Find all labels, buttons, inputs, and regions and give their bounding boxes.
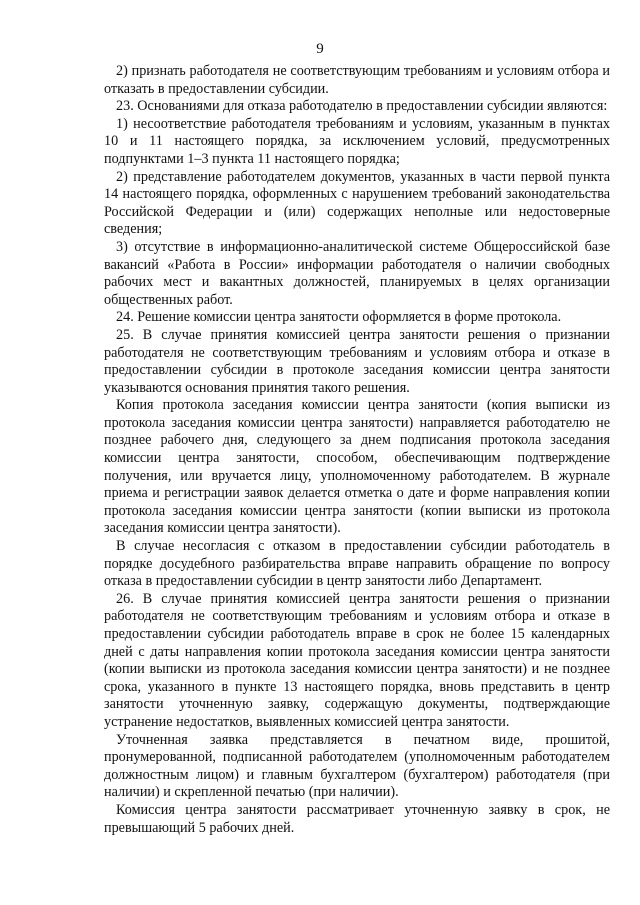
page-number: 9 — [316, 41, 324, 57]
paragraph: 26. В случае принятия комиссией центра занятости решения о признании работодателя не соответствующим требованиям и условиям отбора и отказе в предоставлении субсидии работодатель вправе в срок не более 15 календарных дней с даты направления копии протокола заседания комиссии центра занятости (копии выписки из протокола заседания комиссии центра занятости) и не позднее срока, указанного в пункте 13 настоящего порядка, вновь представить в центр занятости уточненную заявку, содержащую документы, подтверждающие устранение недостатков, выявленных комиссией центра занятости. — [104, 590, 610, 730]
paragraph: В случае несогласия с отказом в предоставлении субсидии работодатель в порядке досудебного разбирательства вправе направить обращение по вопросу отказа в предоставлении субсидии в центр занятости либо Департамент. — [104, 538, 610, 590]
paragraph: 25. В случае принятия комиссией центра занятости решения о признании работодателя не соответствующим требованиям и условиям отбора и отказе в предоставлении субсидии в протоколе заседания комиссии центра занятости указываются основания принятия такого решения. — [104, 326, 610, 396]
paragraph: 2) признать работодателя не соответствующим требованиям и условиям отбора и отказать в предоставлении субсидии. — [104, 63, 610, 97]
paragraph: 24. Решение комиссии центра занятости оформляется в форме протокола. — [116, 309, 562, 326]
paragraph: 2) представление работодателем документов, указанных в части первой пункта 14 настоящего порядка, оформленных с нарушением требований законодательства Российской Федерации и (или) содержащих неполные или недостоверные сведения; — [104, 168, 610, 238]
document-body — [104, 63, 610, 837]
paragraph: Копия протокола заседания комиссии центра занятости (копия выписки из протокола заседания комиссии центра занятости) направляется работодателю не позднее рабочего дня, следующего за днем подписания протокола заседания комиссии центра занятости, способом, обеспечивающим подтверждение получения, или вручается лицу, уполномоченному работодателем. В журнале приема и регистрации заявок делается отметка о дате и форме направления копии протокола заседания комиссии центра занятости (копии выписки из протокола заседания комиссии центра занятости). — [104, 397, 610, 537]
paragraph: 23. Основаниями для отказа работодателю в предоставлении субсидии являются: — [116, 98, 608, 115]
paragraph: Комиссия центра занятости рассматривает уточненную заявку в срок, не превышающий 5 рабочих дней. — [104, 801, 610, 836]
paragraph: Уточненная заявка представляется в печатном виде, прошитой, пронумерованной, подписанной работодателем (уполномоченным работодателем должностным лицом) и главным бухгалтером (бухгалтером) работодателя (при наличии) и скрепленной печатью (при наличии). — [104, 731, 610, 801]
paragraph: 3) отсутствие в информационно-аналитической системе Общероссийской базе вакансий «Работа в России» информации работодателя о наличии свободных рабочих мест и вакантных должностей, планируемых в целях организации общественных работ. — [104, 238, 610, 308]
paragraph: 1) несоответствие работодателя требованиям и условиям, указанным в пунктах 10 и 11 настоящего порядка, за исключением условий, предусмотренных подпунктами 1–3 пункта 11 настоящего порядка; — [104, 115, 610, 167]
